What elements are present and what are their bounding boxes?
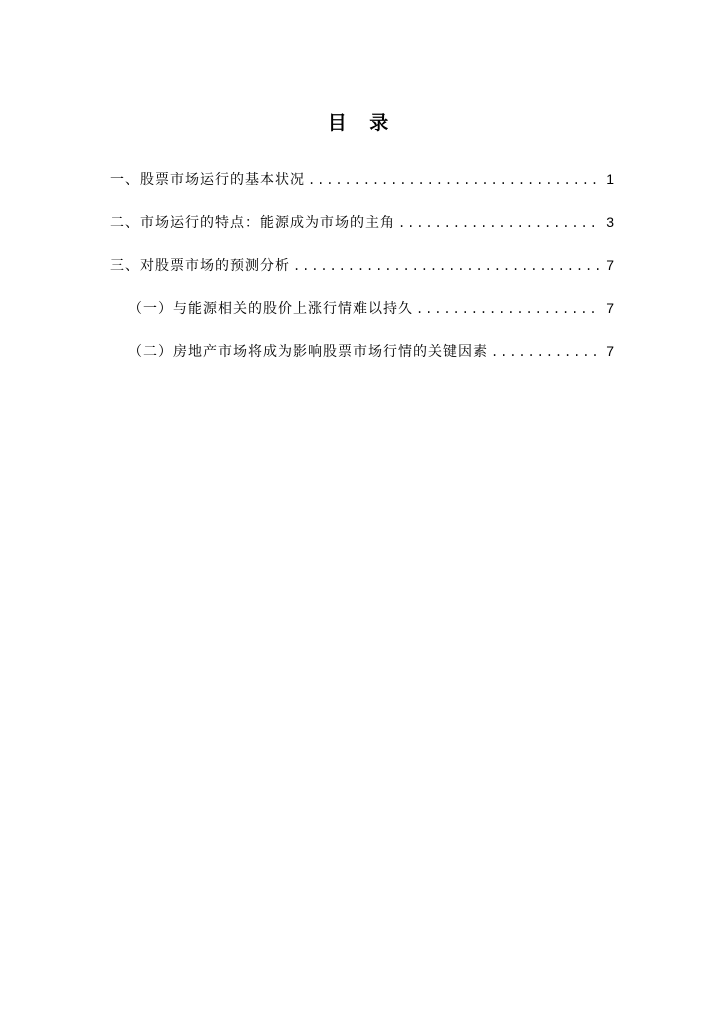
- toc-entry-label: 一、股票市场运行的基本状况: [110, 172, 305, 188]
- toc-entry-label: 三、对股票市场的预测分析: [110, 258, 290, 274]
- toc-subentry[interactable]: [110, 340, 615, 362]
- toc-entry-label: （二）房地产市场将成为影响股票市场行情的关键因素: [128, 344, 488, 360]
- toc-dot-leader: [398, 212, 601, 234]
- toc-page-number: 3: [606, 214, 615, 230]
- toc-entry[interactable]: [110, 168, 615, 190]
- toc-dot-leader: [308, 169, 601, 191]
- toc-subentry[interactable]: [110, 297, 615, 319]
- toc-entry-label: （一）与能源相关的股价上涨行情难以持久: [128, 301, 413, 317]
- toc-entry[interactable]: [110, 211, 615, 233]
- toc-page-number: 1: [606, 171, 615, 187]
- toc-entry-label: 二、市场运行的特点：能源成为市场的主角: [110, 215, 395, 231]
- toc-entry[interactable]: [110, 254, 615, 276]
- toc-title: 目 录: [327, 112, 397, 134]
- toc-dot-leader: [491, 341, 601, 363]
- toc-page-number: 7: [606, 343, 615, 359]
- toc-dot-leader: [293, 255, 601, 277]
- toc-page-number: 7: [606, 257, 615, 273]
- toc-dot-leader: [416, 298, 601, 320]
- toc-list: [110, 168, 615, 383]
- toc-page-number: 7: [606, 300, 615, 316]
